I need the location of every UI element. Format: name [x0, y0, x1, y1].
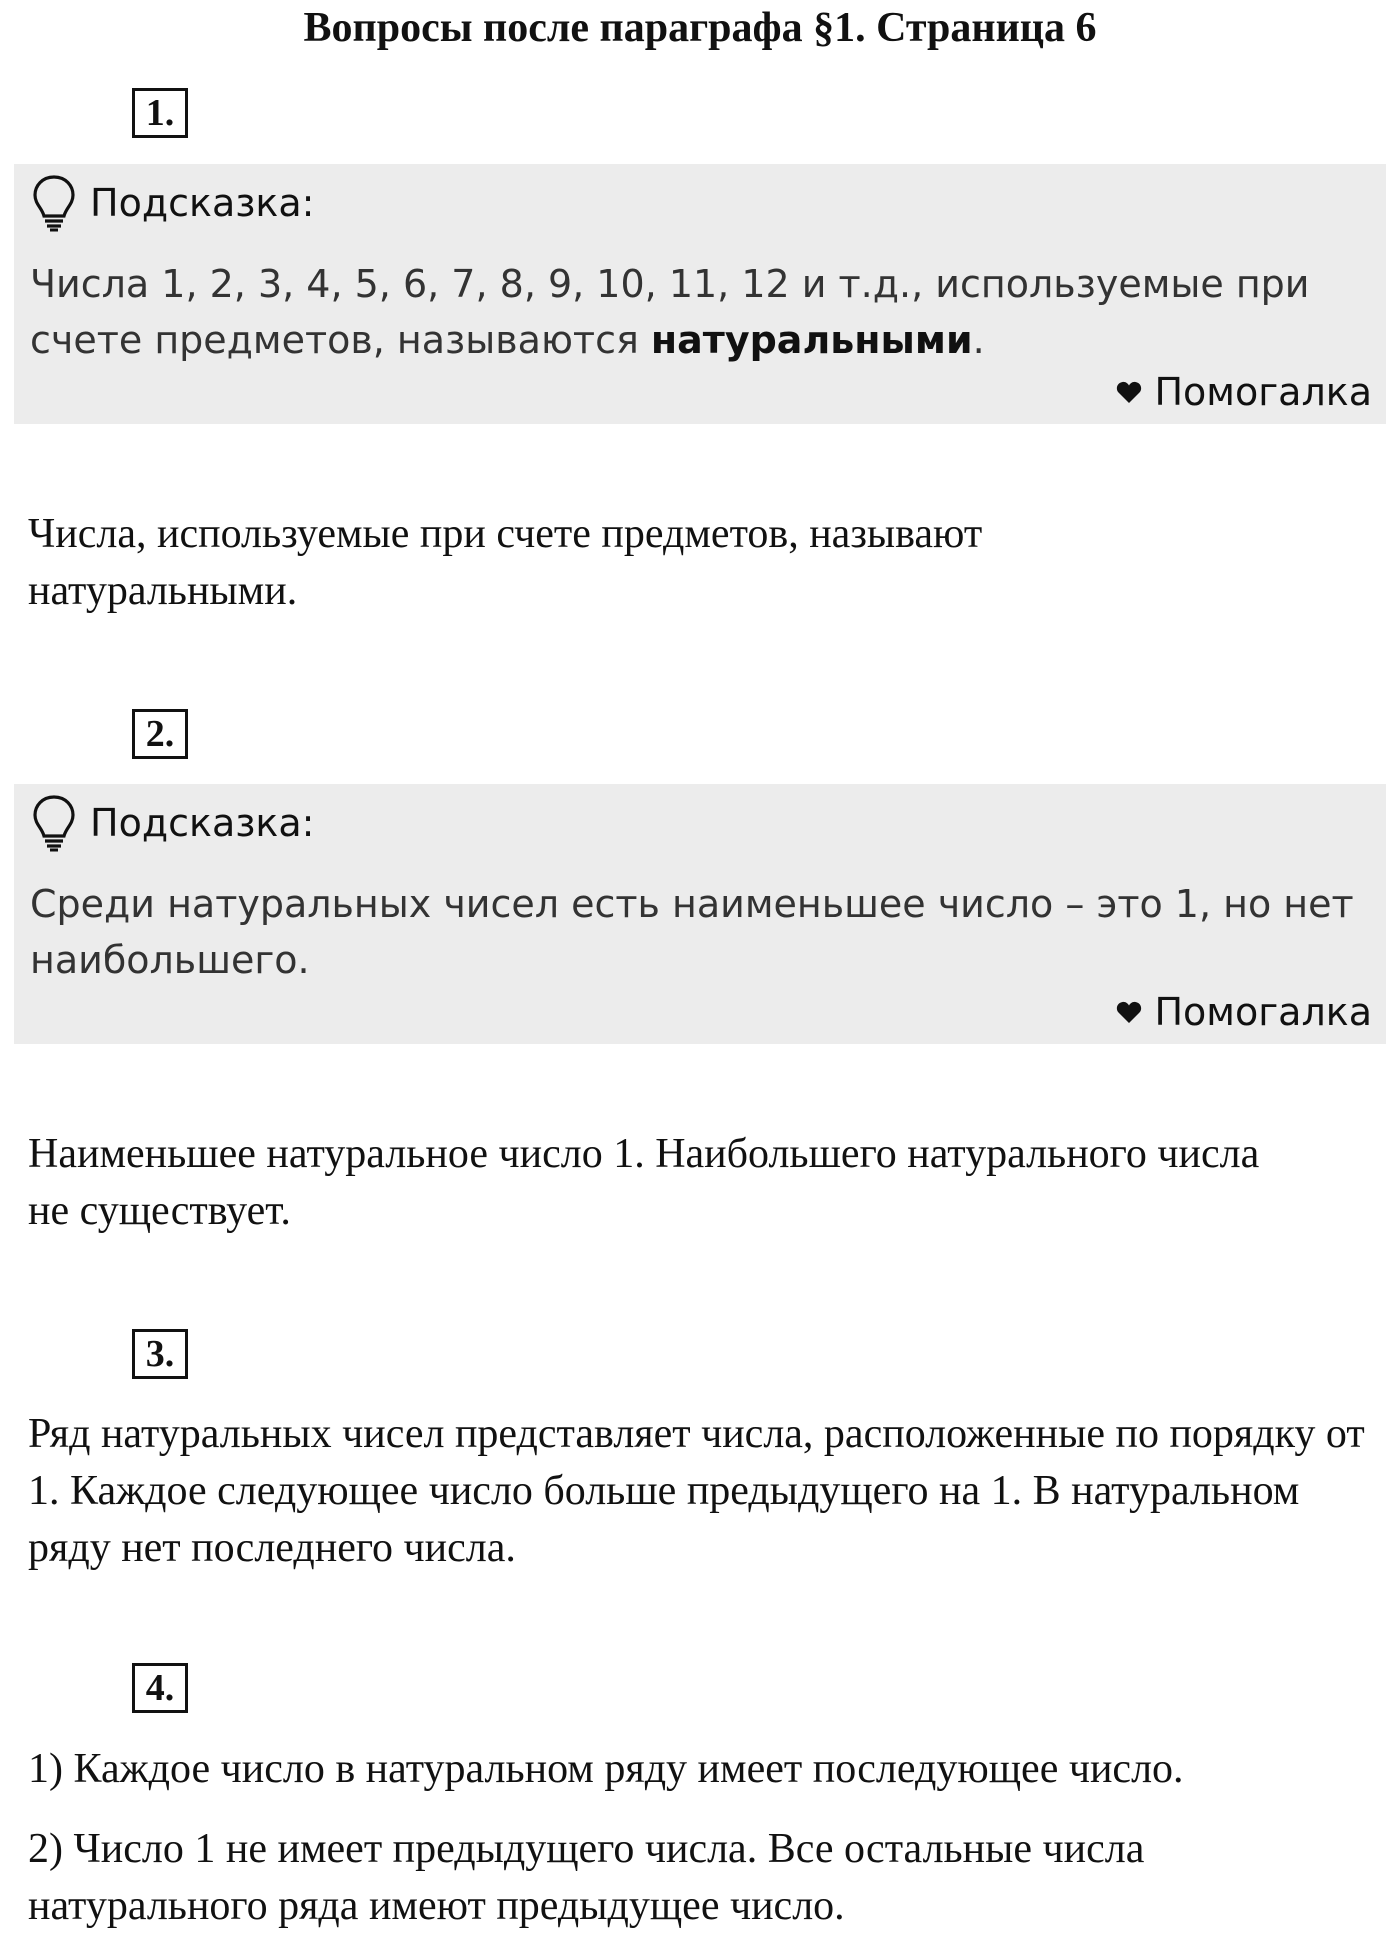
- credit-label: Помогалка: [1154, 370, 1372, 414]
- lightbulb-icon: [32, 174, 76, 232]
- hint-header: [32, 172, 314, 234]
- answer-4-item-2: 2) Число 1 не имеет предыдущего числа. Все остальные числа натурального ряда имеют предыдущее число.: [28, 1826, 1145, 1929]
- answer-1: Числа, используемые при счете предметов, называют натуральными.: [28, 511, 983, 614]
- question-number-1: 1.: [132, 88, 188, 138]
- hint-box-1: [14, 164, 1386, 424]
- lightbulb-icon: [32, 794, 76, 852]
- credit-label: Помогалка: [1154, 990, 1372, 1034]
- hint-bold-term: натуральными: [650, 318, 973, 362]
- heart-icon: [1116, 380, 1142, 404]
- hint-title: Подсказка:: [90, 801, 315, 845]
- answer-2: Наименьшее натуральное число 1. Наибольшего натурального числа не существует.: [28, 1131, 1260, 1234]
- answer-4-item-1: 1) Каждое число в натуральном ряду имеет последующее число.: [28, 1746, 1184, 1792]
- page-title: Вопросы после параграфа §1. Страница 6: [303, 5, 1097, 51]
- question-number-2: 2.: [132, 709, 188, 759]
- hint-header: [32, 792, 314, 854]
- heart-icon: [1116, 1000, 1142, 1024]
- hint-text-part: Числа 1, 2, 3, 4, 5, 6, 7, 8, 9, 10, 11, 12 и т.д., используемые при счете предметов, называются: [30, 262, 1310, 362]
- hint-text: Среди натуральных чисел есть наименьшее число – это 1, но нет наибольшего.: [30, 882, 1354, 982]
- credit-link[interactable]: [1116, 984, 1372, 1040]
- credit-link[interactable]: [1116, 364, 1372, 420]
- hint-title: Подсказка:: [90, 181, 315, 225]
- question-number-4: 4.: [132, 1663, 188, 1713]
- hint-text: [30, 256, 1360, 368]
- hint-box-2: [14, 784, 1386, 1044]
- answer-3: Ряд натуральных чисел представляет числа, расположенные по порядку от 1. Каждое следующее число больше предыдущего на 1. В натуральном ряду нет последнего числа.: [28, 1411, 1365, 1571]
- question-number-3: 3.: [132, 1329, 188, 1379]
- hint-text-end: .: [972, 318, 985, 362]
